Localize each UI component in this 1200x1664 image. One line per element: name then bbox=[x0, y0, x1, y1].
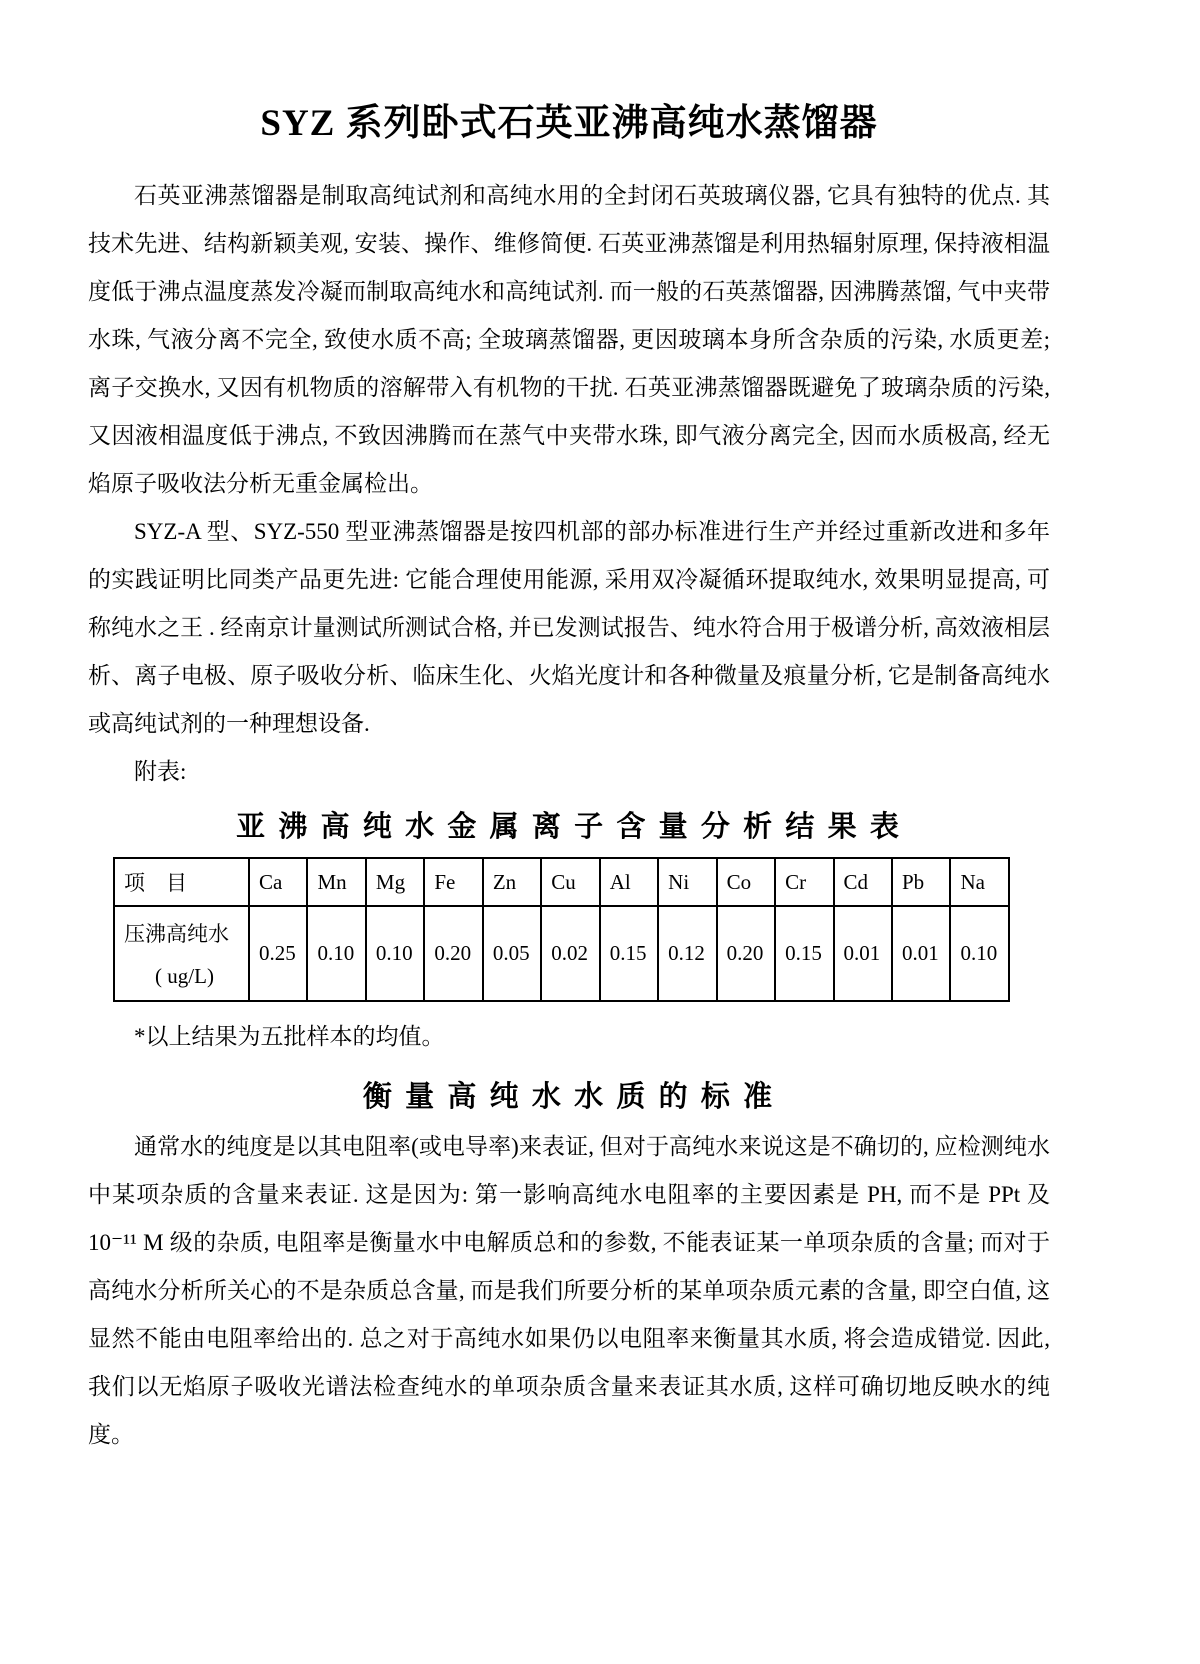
row-label-name: 压沸高纯水 bbox=[124, 922, 229, 946]
value-pb: 0.01 bbox=[892, 906, 950, 1001]
row-label-unit: ( ug/L) bbox=[155, 964, 214, 988]
header-al: Al bbox=[600, 858, 658, 906]
row-label-cell bbox=[114, 906, 249, 1001]
section-heading-water-quality: 衡 量 高 纯 水 水 质 的 标 准 bbox=[362, 1081, 776, 1113]
metal-ion-analysis-table bbox=[113, 857, 1010, 1002]
value-fe: 0.20 bbox=[424, 906, 482, 1001]
header-ca: Ca bbox=[249, 858, 307, 906]
header-co: Co bbox=[717, 858, 775, 906]
table-title: 亚 沸 高 纯 水 金 属 离 子 含 量 分 析 结 果 表 bbox=[236, 811, 902, 843]
value-cd: 0.01 bbox=[834, 906, 892, 1001]
value-co: 0.20 bbox=[717, 906, 775, 1001]
value-al: 0.15 bbox=[600, 906, 658, 1001]
header-mn: Mn bbox=[307, 858, 365, 906]
table-footnote: *以上结果为五批样本的均值。 bbox=[134, 1024, 445, 1049]
paragraph-syz-models: SYZ-A 型、SYZ-550 型亚沸蒸馏器是按四机部的部办标准进行生产并经过重新改进和多年的实践证明比同类产品更先进: 它能合理使用能源, 采用双冷凝循环提取纯水, 效果明显提高, 可称纯水之王 . 经南京计量测试所测试合格, 并已发测试报告、纯水符合用于极谱分析, 高效液相层析、离子电极、原子吸收分析、临床生化、火焰光度计和各种微量及痕量分析, 它是制备高纯水或高纯试剂的一种理想设备. bbox=[88, 519, 1050, 736]
value-ca: 0.25 bbox=[249, 906, 307, 1001]
table-data-row bbox=[114, 906, 1009, 1001]
value-cu: 0.02 bbox=[541, 906, 599, 1001]
header-pb: Pb bbox=[892, 858, 950, 906]
header-cr: Cr bbox=[775, 858, 833, 906]
paragraph-intro: 石英亚沸蒸馏器是制取高纯试剂和高纯水用的全封闭石英玻璃仪器, 它具有独特的优点. 其技术先进、结构新颖美观, 安装、操作、维修简便. 石英亚沸蒸馏是利用热辐射原理, 保持液相温度低于沸点温度蒸发冷凝而制取高纯水和高纯试剂. 而一般的石英蒸馏器, 因沸腾蒸馏, 气中夹带水珠, 气液分离不完全, 致使水质不高; 全玻璃蒸馏器, 更因玻璃本身所含杂质的污染, 水质更差; 离子交换水, 又因有机物质的溶解带入有机物的干扰. 石英亚沸蒸馏器既避免了玻璃杂质的污染, 又因液相温度低于沸点, 不致因沸腾而在蒸气中夹带水珠, 即气液分离完全, 因而水质极高, 经无焰原子吸收法分析无重金属检出。 bbox=[88, 183, 1051, 496]
value-mn: 0.10 bbox=[307, 906, 365, 1001]
header-zn: Zn bbox=[483, 858, 541, 906]
value-ni: 0.12 bbox=[658, 906, 716, 1001]
header-cu: Cu bbox=[541, 858, 599, 906]
value-zn: 0.05 bbox=[483, 906, 541, 1001]
table-header-row bbox=[114, 858, 1009, 906]
value-mg: 0.10 bbox=[366, 906, 424, 1001]
value-cr: 0.15 bbox=[775, 906, 833, 1001]
value-na: 0.10 bbox=[950, 906, 1009, 1001]
header-ni: Ni bbox=[658, 858, 716, 906]
paragraph-water-quality: 通常水的纯度是以其电阻率(或电导率)来表证, 但对于高纯水来说这是不确切的, 应检测纯水中某项杂质的含量来表证. 这是因为: 第一影响高纯水电阻率的主要因素是 PH, 而不是 PPt 及 10⁻¹¹ M 级的杂质, 电阻率是衡量水中电解质总和的参数, 不能表证某一单项杂质的含量; 而对于高纯水分析所关心的不是杂质总含量, 而是我们所要分析的某单项杂质元素的含量, 即空白值, 这显然不能由电阻率给出的. 总之对于高纯水如果仍以电阻率来衡量其水质, 将会造成错觉. 因此, 我们以无焰原子吸收光谱法检查纯水的单项杂质含量来表证其水质, 这样可确切地反映水的纯度。 bbox=[88, 1134, 1051, 1447]
document-title: SYZ 系列卧式石英亚沸高纯水蒸馏器 bbox=[260, 103, 878, 144]
header-cd: Cd bbox=[834, 858, 892, 906]
header-mg: Mg bbox=[366, 858, 424, 906]
header-fe: Fe bbox=[424, 858, 482, 906]
attached-table-lead: 附表: bbox=[134, 759, 187, 784]
header-na: Na bbox=[950, 858, 1009, 906]
header-item: 项 目 bbox=[114, 858, 249, 906]
